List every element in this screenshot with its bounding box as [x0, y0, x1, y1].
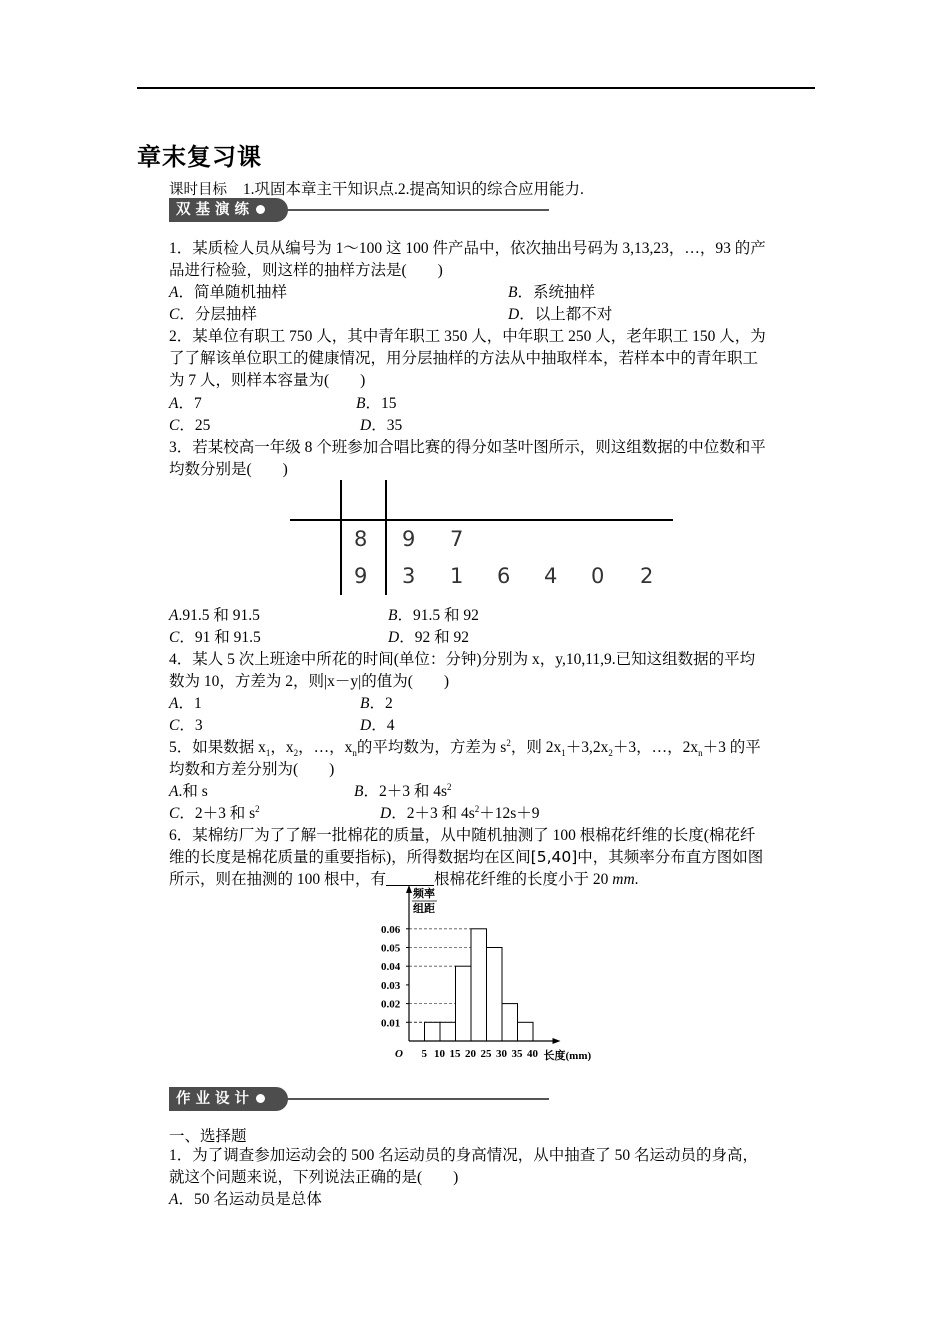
option-key: C [169, 717, 180, 734]
origin-label: O [395, 1048, 403, 1060]
y-axis-label-bottom: 组距 [413, 903, 435, 915]
q3-option-b[interactable] [388, 603, 479, 625]
option-key: D [360, 717, 372, 734]
q5-option-a[interactable] [169, 779, 208, 801]
x-tick-label: 5 [421, 1048, 427, 1060]
q4-option-a[interactable] [169, 691, 202, 713]
option-text: ．2＋3 和 s [179, 805, 256, 822]
q5-line1 [169, 735, 761, 758]
leaf: 3 [402, 564, 416, 588]
superscript: 2 [474, 803, 480, 814]
option-text: ．50 名运动员是总体 [178, 1191, 322, 1208]
option-text: ．分层抽样 [179, 306, 257, 323]
q6-text: 所示，则在抽测的 100 根中，有 [169, 871, 387, 888]
answer-blank[interactable] [386, 871, 434, 886]
subscript: 1 [561, 748, 566, 759]
bullet-icon [256, 1094, 265, 1103]
option-text: ＋12s＋9 [479, 805, 540, 822]
leaf: 1 [450, 564, 464, 588]
x-axis-arrow [553, 1038, 561, 1044]
x-tick-label: 15 [449, 1048, 461, 1060]
hw-q1-option-a[interactable] [169, 1187, 322, 1209]
subscript: n [698, 748, 703, 759]
option-text: ．92 和 92 [399, 629, 469, 646]
unit: mm [612, 871, 635, 888]
q5-text: ＋3,2x [565, 739, 609, 756]
q1-option-b[interactable] [508, 280, 595, 302]
option-key: C [169, 306, 180, 323]
banner-label: 作业设计 [176, 1091, 254, 1107]
option-key: A [169, 1191, 179, 1208]
option-key: B [354, 783, 364, 800]
banner-tag [169, 1087, 288, 1111]
option-key: C [169, 805, 180, 822]
option-text: ．7 [178, 395, 202, 412]
x-tick-label: 35 [511, 1048, 523, 1060]
histogram-bar [471, 929, 487, 1041]
subscript: 1 [265, 748, 271, 759]
option-text: ．25 [179, 417, 211, 434]
q5-line2: 均数和方差分别为( ) [169, 761, 335, 778]
page-title: 章末复习课 [137, 143, 262, 171]
q4-line1: 4．某人 5 次上班途中所花的时间(单位：分钟)分别为 x，y,10,11,9.已知这组数据的平均 [169, 651, 756, 668]
q1-option-a[interactable] [169, 280, 287, 302]
x-tick-label: 20 [465, 1048, 476, 1060]
option-text: ．1 [178, 695, 202, 712]
option-text: ．91.5 和 92 [397, 607, 479, 624]
top-rule [137, 87, 815, 89]
q5-option-d[interactable] [380, 801, 540, 823]
option-key: D [360, 417, 372, 434]
option-text: ．以上都不对 [519, 306, 613, 323]
option-key: D [508, 306, 520, 323]
option-key: D [388, 629, 400, 646]
q6-text: 根棉花纤维的长度小于 20 [434, 871, 609, 888]
histogram-bar [502, 1004, 518, 1041]
q6-line2 [169, 845, 763, 867]
y-tick-label: 0.04 [381, 961, 401, 974]
y-axis-label-top: 频率 [413, 888, 435, 900]
option-key: A [169, 395, 179, 412]
q1-line1: 1．某质检人员从编号为 1～100 这 100 件产品中，依次抽出号码为 3,13,23，…，93 的产 [169, 240, 766, 257]
q1-line2: 品进行检验，则这样的抽样方法是( ) [169, 262, 443, 279]
x-tick-label: 10 [434, 1048, 445, 1060]
stem-header-rule [290, 519, 673, 521]
histogram-bar [440, 1022, 456, 1041]
stem-leaf-plot [290, 480, 675, 595]
q5-text: ，则 2x [510, 739, 562, 756]
y-tick-label: 0.02 [381, 998, 401, 1011]
q1-option-c[interactable] [169, 302, 257, 324]
banner-rule [269, 209, 549, 211]
stem-divider-left [340, 480, 342, 595]
leaf: 0 [591, 564, 605, 588]
superscript: 2 [447, 781, 452, 792]
q4-option-c[interactable] [169, 713, 203, 735]
histogram-bar [518, 1022, 534, 1041]
option-text: ．2＋3 和 4s [391, 805, 475, 822]
leaf: 2 [640, 564, 654, 588]
option-key: A [169, 284, 179, 301]
q3-option-a[interactable] [169, 603, 260, 625]
y-tick-label: 0.01 [381, 1017, 401, 1030]
q2-option-a[interactable] [169, 391, 202, 413]
q5-text: ＋3 的平 [702, 739, 761, 756]
q6-text: 中，其频率分布直方图如图 [577, 849, 764, 866]
option-key: C [169, 417, 180, 434]
q4-option-d[interactable] [360, 713, 394, 735]
option-text: ．2＋3 和 4s [363, 783, 448, 800]
option-text: ．3 [179, 717, 203, 734]
option-key: B [388, 607, 398, 624]
banner-rule [269, 1098, 549, 1100]
y-tick-label: 0.05 [381, 942, 401, 955]
banner-tag [169, 198, 288, 222]
frequency-histogram [370, 885, 615, 1065]
q5-option-c[interactable] [169, 801, 260, 823]
leaf: 4 [544, 564, 558, 588]
option-key: B [360, 695, 370, 712]
bullet-icon [256, 205, 265, 214]
y-axis-arrow [406, 885, 412, 893]
subscript: 2 [608, 748, 613, 759]
q5-text: ＋3，…，2x [612, 739, 699, 756]
q6-text: . [634, 871, 639, 888]
q4-option-b[interactable] [360, 691, 393, 713]
section-heading: 一、选择题 [169, 1128, 247, 1145]
q5-text: 5．如果数据 x [169, 739, 266, 756]
option-key: C [169, 629, 180, 646]
superscript: 2 [506, 737, 511, 748]
q2-option-d[interactable] [360, 413, 402, 435]
q5-text: ，…，x [298, 739, 353, 756]
q2-option-b[interactable] [356, 391, 396, 413]
hw-q1-line2: 就这个问题来说，下列说法正确的是( ) [169, 1169, 459, 1186]
q5-text: ，x [270, 739, 294, 756]
x-tick-label: 40 [527, 1048, 538, 1060]
option-key: A [169, 783, 179, 800]
option-text: ．简单随机抽样 [178, 284, 287, 301]
histogram-bar [456, 966, 472, 1041]
y-tick-label: 0.03 [381, 979, 401, 992]
option-text: .91.5 和 91.5 [178, 607, 260, 624]
q2-line3: 为 7 人，则样本容量为( ) [169, 372, 366, 389]
goal-text: 1.巩固本章主干知识点.2.提高知识的综合应用能力. [242, 181, 584, 198]
x-axis-label: 长度(mm) [543, 1050, 592, 1062]
stem-8: 8 [354, 527, 368, 551]
option-key: A [169, 607, 179, 624]
option-text: .和 s [178, 783, 208, 800]
q6-line1: 6．某棉纺厂为了了解一批棉花的质量，从中随机抽测了 100 根棉花纤维的长度(棉花纤 [169, 827, 756, 844]
leaf: 6 [497, 564, 511, 588]
goal-label: 课时目标 [169, 182, 227, 198]
q3-option-d[interactable] [388, 625, 469, 647]
lesson-goal [169, 177, 584, 199]
leaf: 7 [450, 527, 464, 551]
option-text: ．35 [371, 417, 403, 434]
stem-9: 9 [354, 564, 368, 588]
q5-option-b[interactable] [354, 779, 452, 801]
option-text: ．2 [369, 695, 393, 712]
leaf: 9 [402, 527, 416, 551]
superscript: 2 [255, 803, 260, 814]
x-tick-label: 25 [480, 1048, 492, 1060]
banner-label: 双基演练 [176, 202, 254, 218]
q3-line1: 3．若某校高一年级 8 个班参加合唱比赛的得分如茎叶图所示，则这组数据的中位数和平 [169, 439, 766, 456]
y-tick-label: 0.06 [381, 923, 401, 936]
subscript: 2 [293, 748, 299, 759]
x-tick-label: 30 [496, 1048, 507, 1060]
stem-divider-right [385, 480, 387, 595]
q6-text: 维的长度是棉花质量的重要指标)，所得数据均在区间 [169, 849, 531, 866]
q3-option-c[interactable] [169, 625, 261, 647]
option-text: ．4 [371, 717, 395, 734]
hw-q1-line1: 1．为了调查参加运动会的 500 名运动员的身高情况，从中抽查了 50 名运动员的身高， [169, 1147, 759, 1164]
section-banner-basic [169, 198, 549, 224]
option-key: B [508, 284, 518, 301]
q2-line2: 了了解该单位职工的健康情况，用分层抽样的方法从中抽取样本，若样本中的青年职工 [169, 350, 759, 367]
option-text: ．15 [365, 395, 397, 412]
option-key: B [356, 395, 366, 412]
q3-line2: 均数分别是( ) [169, 461, 288, 478]
subscript: n [352, 748, 357, 759]
section-banner-homework [169, 1087, 549, 1113]
q4-line2: 数为 10，方差为 2，则|x－y|的值为( ) [169, 673, 450, 690]
histogram-bar [487, 948, 503, 1042]
q1-option-d[interactable] [508, 302, 612, 324]
interval: [5,40] [530, 848, 578, 866]
option-key: A [169, 695, 179, 712]
q2-line1: 2．某单位有职工 750 人，其中青年职工 350 人，中年职工 250 人，老年职工 150 人，为 [169, 328, 766, 345]
histogram-bar [425, 1022, 441, 1041]
option-key: D [380, 805, 392, 822]
option-text: ．91 和 91.5 [179, 629, 261, 646]
q5-text: 的平均数为，方差为 s [356, 739, 507, 756]
q2-option-c[interactable] [169, 413, 210, 435]
option-text: ．系统抽样 [517, 284, 595, 301]
